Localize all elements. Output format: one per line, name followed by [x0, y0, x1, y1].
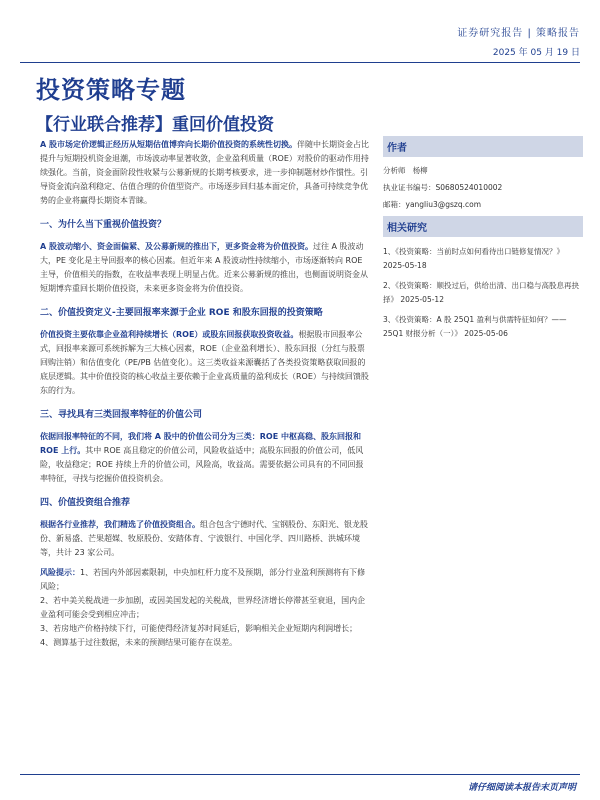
section-1-heading: 一、为什么当下重视价值投资？: [40, 220, 167, 230]
section-4-body: 组合包含宁德时代、宝钢股份、东阳光、银龙股份、新易盛、芒果超媒、牧原股份、安踏体育、宁波银行、中国化学、四川路桥、洪城环境等，共计 23 家公司。: [40, 520, 368, 557]
intro-paragraph: [40, 138, 370, 208]
section-2-body: 根据股市回报率公式，回报率来源可系统拆解为三大核心因素，ROE（企业盈利增长）、股东回报（分红与股票回购注销）和估值变化（PE/PB 估值变化）。这三类收益来源囊括了各类投资策略获取回报的底层逻辑。其中价值投资的核心收益主要依赖于企业高质量的盈利成长（ROE）与持续回馈股东的行为。: [40, 330, 369, 395]
report-subtitle: 【行业联合推荐】重回价值投资: [36, 115, 274, 135]
header-divider: [20, 62, 580, 63]
section-2-paragraph: [40, 328, 370, 398]
section-3-paragraph: [40, 430, 370, 486]
section-1-paragraph: [40, 240, 370, 296]
analyst-email[interactable]: 邮箱：yangliu3@gszq.com: [383, 200, 482, 209]
section-2-heading: 二、价值投资定义-主要回报率来源于企业 ROE 和股东回报的投资策略: [40, 308, 323, 318]
related-item[interactable]: [383, 313, 583, 341]
related-research-title: 相关研究: [383, 216, 583, 237]
section-1-body: 过往 A 股波动大，PE 变化是主导回报率的核心因素。但近年来 A 股波动性持续缩小，市场逐渐转向 ROE 主导，价值相关的指数，在收益率表现上明显占优。近来公募新规的推出，也侧面说明资金从短期博弈重回长期价值投资，未来更多资金将为价值投资。: [40, 242, 368, 293]
page-title: 投资策略专题: [36, 76, 186, 104]
footer-divider: [20, 774, 580, 775]
related-item[interactable]: [383, 245, 583, 273]
related-item-date: 2025-05-18: [383, 261, 427, 270]
section-4-heading: 四、价值投资组合推荐: [40, 498, 131, 508]
risk-item-1: 1、若国内外部因素限制，中央加杠杆力度不及预期，部分行业盈利预测将有下修风险；: [40, 568, 366, 591]
report-category: 证券研究报告 | 策略报告: [457, 28, 580, 39]
related-item-date: 2025-05-06: [464, 329, 508, 338]
risk-warning: [40, 566, 370, 650]
section-3-lead: 依据回报率特征的不同，我们将 A 股中的价值公司分为三类：ROE 中枢高稳、股东回报和 ROE 上行。: [40, 432, 361, 455]
main-content: [40, 138, 370, 650]
report-date: 2025 年 05 月 19 日: [492, 48, 580, 58]
report-header: [457, 24, 580, 58]
related-item-text: 3、《投资策略：A 股 25Q1 盈利与供需特征如何？——25Q1 财报分析（一）》: [383, 315, 567, 338]
author-section-title: 作者: [383, 136, 583, 157]
section-4-paragraph: [40, 518, 370, 560]
analyst-cert: 执业证书编号：S0680524010002: [383, 183, 503, 192]
risk-item-2: 2、若中美关税战进一步加剧，或因美国发起的关税战，世界经济增长停滞甚至衰退，国内企业盈利可能会受到相应冲击；: [40, 596, 366, 619]
related-item[interactable]: [383, 279, 583, 307]
risk-lead: 风险提示：: [40, 568, 80, 577]
section-4-lead: 根据各行业推荐，我们精选了价值投资组合。: [40, 520, 200, 529]
analyst-row: [383, 165, 583, 176]
section-1-lead: A 股波动缩小、资金面偏紧、及公募新规的推出下，更多资金将为价值投资。: [40, 242, 313, 251]
risk-item-3: 3、若房地产价格持续下行，可能使得经济复苏时间延后，影响相关企业短期内利润增长；: [40, 624, 358, 633]
section-3-heading: 三、寻找具有三类回报率特征的价值公司: [40, 410, 203, 420]
sidebar: [383, 136, 583, 347]
intro-lead: A 股市场定价逻辑正经历从短期估值博弈向长期价值投资的系统性切换。: [40, 140, 297, 149]
related-item-text: 2、《投资策略：顺投过后，供给出清、出口稳与高股息再抉择》: [383, 281, 580, 304]
intro-body: 伴随中长期资金占比提升与短期投机资金退潮，市场波动率显著收敛，企业盈利质量（ROE）对股价的驱动作用持续强化。当前，资金面阶段性收紧与公募新规的长期考核要求，进一步抑制题材炒作惯性。引导资金流向盈利稳定、估值合理的价值型资产。市场逐步回归基本面定价，具备可持续竞争优势的企业将赢得长期资本青睐。: [40, 140, 369, 205]
section-2-lead: 价值投资主要依靠企业盈利持续增长（ROE）或股东回报获取投资收益。: [40, 330, 299, 339]
analyst-name: 杨柳: [412, 166, 428, 175]
related-item-text: 1、《投资策略：当前时点如何看待出口链修复情况？》: [383, 247, 565, 256]
risk-item-4: 4、测算基于过往数据，未来的预测结果可能存在误差。: [40, 638, 238, 647]
footer-disclaimer: 请仔细阅读本报告末页声明: [467, 783, 576, 793]
related-item-date: 2025-05-12: [400, 295, 444, 304]
analyst-label: 分析师: [383, 166, 406, 175]
section-3-body: 其中 ROE 高且稳定的价值公司，风险收益适中；高股东回报的价值公司，低风险，收益稳定；ROE 持续上升的价值公司，风险高，收益高。需要依据公司具有的不同回报率特征，寻找与挖掘价值投资机会。: [40, 446, 364, 483]
